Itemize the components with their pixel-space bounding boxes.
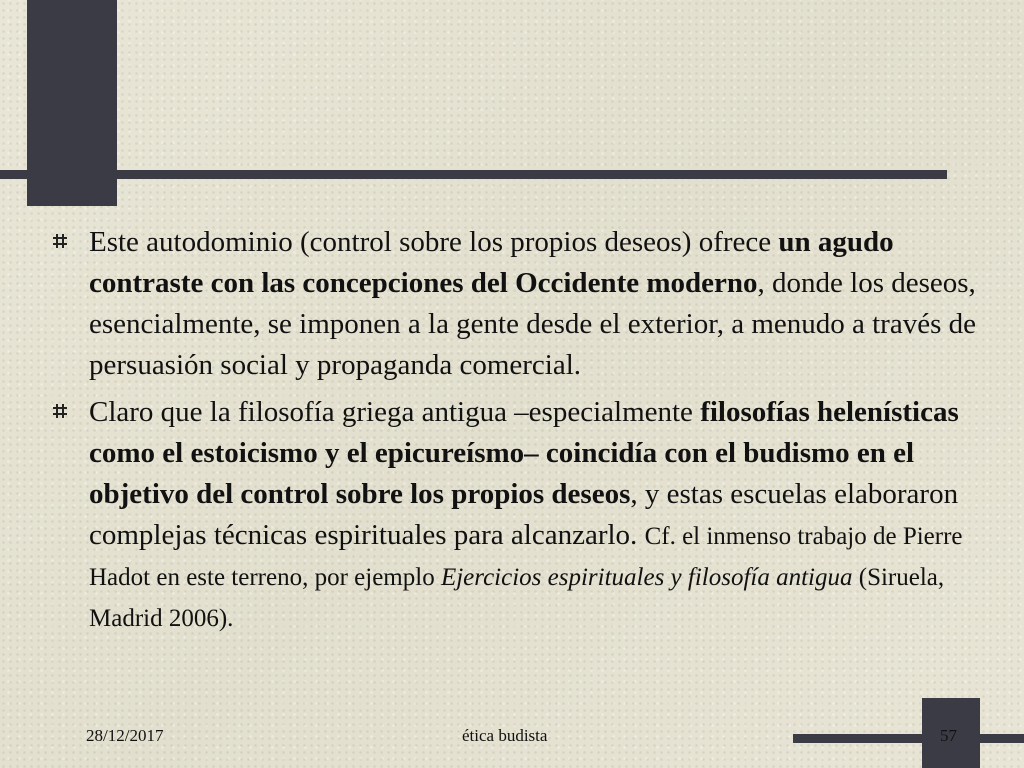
bullet-1-plain-1: Este autodominio (control sobre los propios deseos) ofrece <box>89 226 779 258</box>
bullet-item-2 <box>52 392 982 638</box>
slide-number: 57 <box>940 726 957 745</box>
slide-content <box>52 222 982 644</box>
bullet-text-1 <box>89 222 982 386</box>
bullet-2-note-1: Cf. el inmenso trabajo de Pierre Hadot en este terreno, por ejemplo <box>89 523 963 591</box>
decor-bottom-rule <box>793 734 1024 743</box>
footer-date: 28/12/2017 <box>86 726 164 745</box>
bullet-text-2 <box>89 392 982 638</box>
bullet-hash-icon <box>52 403 68 419</box>
bullet-1-bold: un agudo contraste con las concepciones del Occidente moderno <box>89 226 894 299</box>
bullet-hash-icon <box>52 233 68 249</box>
bullet-2-plain-2: , y estas escuelas elaboraron complejas técnicas espirituales para alcanzarlo. <box>89 478 959 551</box>
footer-title: ética budista <box>462 726 548 745</box>
decor-top-rule <box>0 170 947 179</box>
book-title: Ejercicios espirituales y filosofía antigua <box>440 564 853 591</box>
bullet-2-plain-1: Claro que la filosofía griega antigua –especialmente <box>89 396 701 428</box>
bullet-2-bold: filosofías helenísticas como el estoicismo y el epicureísmo– coincidía con el budismo en el objetivo del control sobre los propios deseos <box>89 396 959 510</box>
bullet-2-note-2: (Siruela, Madrid 2006). <box>89 564 945 632</box>
bullet-1-plain-2: , donde los deseos, esencialmente, se imponen a la gente desde el exterior, a menudo a través de persuasión social y propaganda comercial. <box>89 267 976 381</box>
bullet-item-1 <box>52 222 982 386</box>
